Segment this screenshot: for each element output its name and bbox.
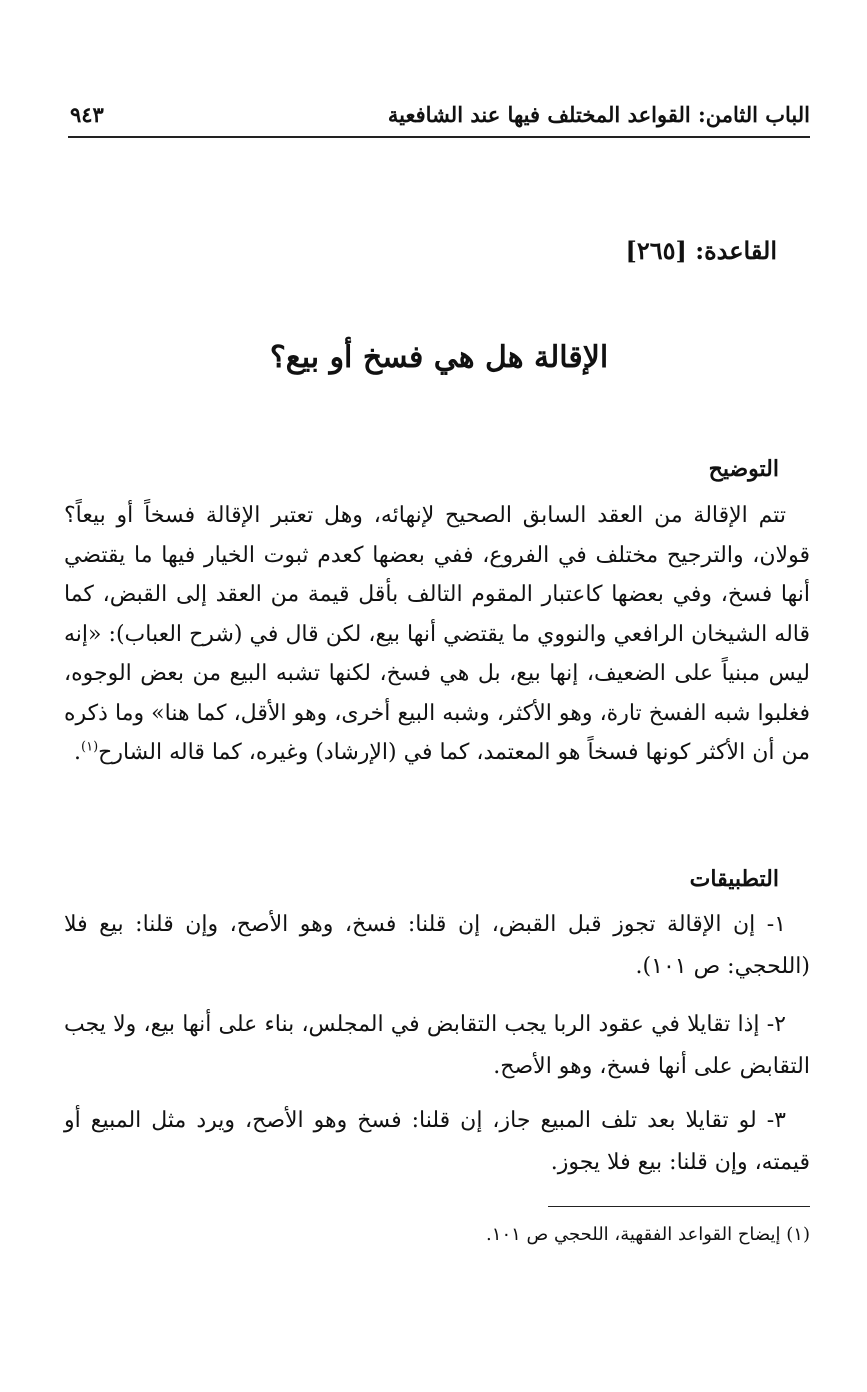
- footnote-divider: [548, 1206, 810, 1207]
- applications-heading: التطبيقات: [689, 866, 779, 892]
- rule-number: [٢٦٥]: [625, 236, 687, 265]
- page-title: الإقالة هل هي فسخ أو بيع؟: [269, 340, 609, 375]
- footnote-reference: (١): [81, 739, 99, 755]
- application-item-1: ١- إن الإقالة تجوز قبل القبض، إن قلنا: فسخ، وهو الأصح، وإن قلنا: بيع فلا (اللحجي: ص ١٠١).: [64, 912, 810, 979]
- application-item-2: ٢- إذا تقايلا في عقود الربا يجب التقابض في المجلس، بناء على أنها بيع، ولا يجب التقابض على أنها فسخ، وهو الأصح.: [64, 1012, 810, 1079]
- rule-label: [625, 236, 777, 265]
- explanation-heading: التوضيح: [708, 456, 779, 482]
- application-item-3: ٣- لو تقايلا بعد تلف المبيع جاز، إن قلنا: فسخ وهو الأصح، ويرد مثل المبيع أو قيمته، وإن قلنا: بيع فلا يجوز.: [64, 1108, 810, 1175]
- page-number: ٩٤٣: [70, 102, 104, 127]
- running-header: [68, 100, 810, 138]
- explanation-end: .: [74, 740, 82, 765]
- explanation-paragraph: [64, 496, 810, 773]
- explanation-text: تتم الإقالة من العقد السابق الصحيح لإنهائه، وهل تعتبر الإقالة فسخاً أو بيعاً؟ قولان، والترجيح مختلف في الفروع، ففي بعضها كعدم ثبوت الخيار فيها ما يقتضي أنها فسخ، وفي بعضها كاعتبار المقوم التالف بأقل قيمة من العقد إلى القبض، كما قاله الشيخان الرافعي والنووي ما يقتضي أنها بيع، لكن قال في (شرح العباب): «إنه ليس مبنياً على الضعيف، إنها بيع، بل هي فسخ، لكنها تشبه البيع من بعض الوجوه، فغلبوا شبه الفسخ تارة، وهو الأكثر، وشبه البيع أخرى، وهو الأقل، كما هنا» وما ذكره من أن الأكثر كونها فسخاً هو المعتمد، كما في (الإرشاد) وغيره، كما قاله الشارح: [64, 503, 810, 765]
- footnote: (١) إيضاح القواعد الفقهية، اللحجي ص ١٠١.: [486, 1224, 810, 1245]
- running-title: الباب الثامن: القواعد المختلف فيها عند الشافعية: [387, 102, 810, 127]
- rule-label-text: القاعدة:: [695, 236, 777, 265]
